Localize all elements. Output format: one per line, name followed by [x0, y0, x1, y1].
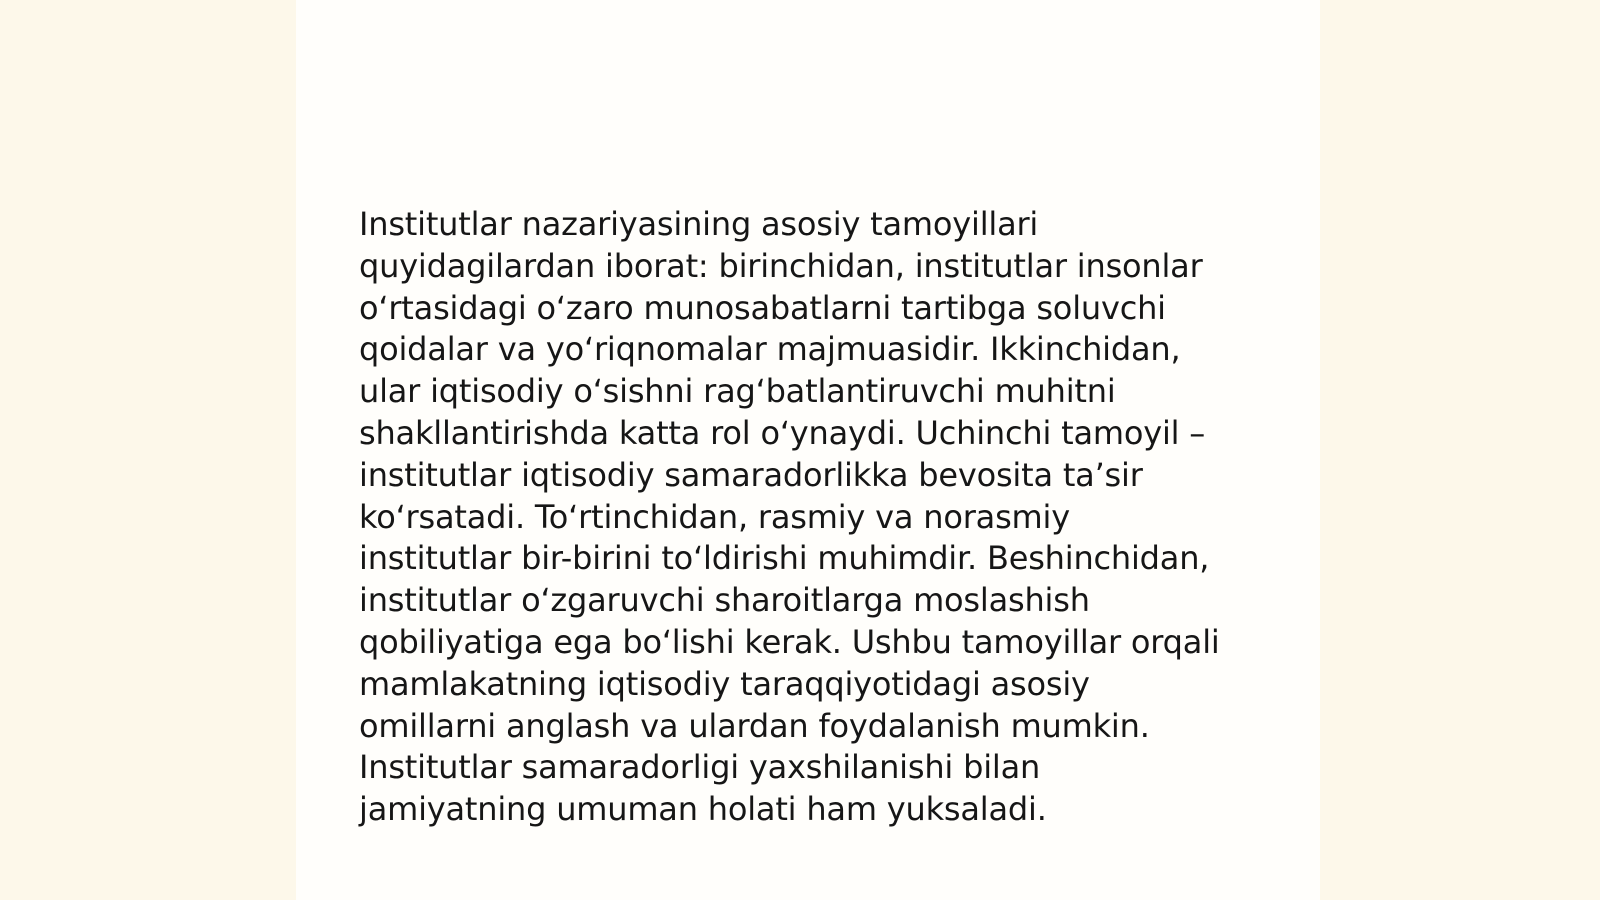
body-paragraph: Institutlar nazariyasining asosiy tamoyillari quyidagilardan iborat: birinchidan, institutlar insonlar o‘rtasidagi o‘zaro munosabatlarni tartibga soluvchi qoidalar va yo‘riqnomalar majmuasidir. Ikkinchidan, ular iqtisodiy o‘sishni rag‘batlantiruvchi muhitni shakllantirishda katta rol o‘ynaydi. Uchinchi tamoyil – institutlar iqtisodiy samaradorlikka bevosita ta’sir ko‘rsatadi. To‘rtinchidan, rasmiy va norasmiy institutlar bir-birini to‘ldirishi muhimdir. Beshinchidan, institutlar o‘zgaruvchi sharoitlarga moslashish qobiliyatiga ega bo‘lishi kerak. Ushbu tamoyillar orqali mamlakatning iqtisodiy taraqqiyotidagi asosiy omillarni anglash va ulardan foydalanish mumkin. Institutlar samaradorligi yaxshilanishi bilan jamiyatning umuman holati ham yuksaladi.	[359, 205, 1220, 829]
document-page	[296, 0, 1320, 900]
